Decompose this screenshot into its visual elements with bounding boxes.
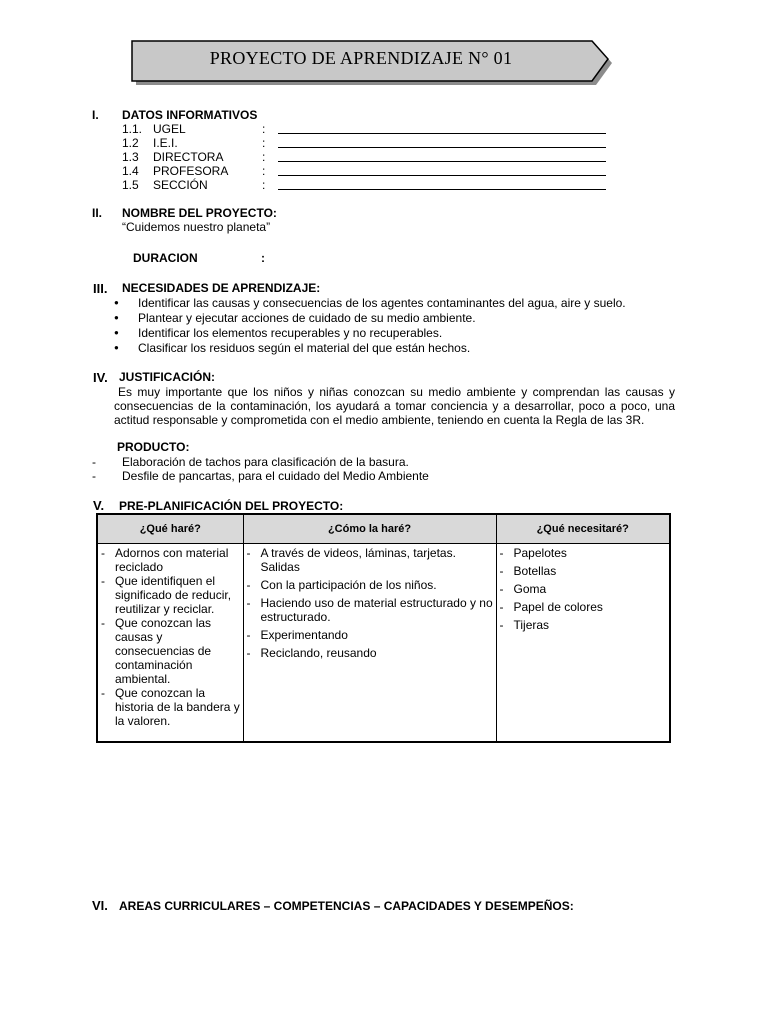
section-6-number: VI. <box>92 898 108 913</box>
list-item: ● Plantear y ejecutar acciones de cuidado de su medio ambiente. <box>114 311 626 326</box>
section-3-number: III. <box>93 281 108 296</box>
section-2-number: II. <box>92 206 103 220</box>
datos-row-label: I.E.I. <box>153 136 178 150</box>
list-item: - Reciclando, reusando <box>246 646 494 660</box>
necesidades-list <box>114 296 626 356</box>
list-item: - Que conozcan las causas y consecuencias de contaminación ambiental. <box>100 616 241 686</box>
producto-item-text: Desfile de pancartas, para el cuidado del Medio Ambiente <box>122 469 429 483</box>
blank-fill-line <box>278 175 606 176</box>
datos-row-label: SECCIÓN <box>153 178 208 192</box>
datos-row-number: 1.4 <box>122 164 139 178</box>
table-header-que-hare: ¿Qué haré? <box>97 514 243 544</box>
datos-row-number: 1.5 <box>122 178 139 192</box>
planning-table <box>96 513 671 743</box>
section-6-title: AREAS CURRICULARES – COMPETENCIAS – CAPACIDADES Y DESEMPEÑOS: <box>119 899 574 913</box>
list-item: - Tijeras <box>499 618 668 632</box>
section-1-number: I. <box>92 108 99 122</box>
table-header-que-necesitare: ¿Qué necesitaré? <box>496 514 670 544</box>
list-item: - Botellas <box>499 564 668 578</box>
list-item: - Goma <box>499 582 668 596</box>
datos-row-colon: : <box>262 164 266 178</box>
list-item: - A través de videos, láminas, tarjetas. Salidas <box>246 546 494 574</box>
justificacion-text: Es muy importante que los niños y niñas conozcan su medio ambiente y comprendan las causas y consecuencias de la contaminación, los ayudará a tomar conciencia y a desarrollar, poco a poco, una actitud responsable y comprometida con el medio ambiente, teniendo en cuenta la Regla de las 3R. <box>114 385 675 427</box>
page-title: PROYECTO DE APRENDIZAJE N° 01 <box>209 48 513 68</box>
duracion-colon: : <box>261 251 265 265</box>
list-item: ● Clasificar los residuos según el material del que están hechos. <box>114 341 626 356</box>
datos-row-number: 1.1. <box>122 122 143 136</box>
list-item: ● Identificar los elementos recuperables y no recuperables. <box>114 326 626 341</box>
blank-fill-line <box>278 161 606 162</box>
datos-row-label: UGEL <box>153 122 186 136</box>
datos-row-label: DIRECTORA <box>153 150 224 164</box>
datos-row-colon: : <box>262 150 266 164</box>
datos-row-number: 1.2 <box>122 136 139 150</box>
dash: - <box>92 455 96 469</box>
list-item: ● Identificar las causas y consecuencias de los agentes contaminantes del agua, aire y suelo. <box>114 296 626 311</box>
table-cell-que-hare <box>97 544 243 742</box>
section-4-title: JUSTIFICACIÓN: <box>119 370 215 384</box>
table-cell-como-la-hare <box>243 544 496 742</box>
datos-row-colon: : <box>262 178 266 192</box>
blank-fill-line <box>278 147 606 148</box>
table-cell-que-necesitare <box>496 544 670 742</box>
list-item: - Papelotes <box>499 546 668 560</box>
list-item: - Que conozcan la historia de la bandera y la valoren. <box>100 686 241 728</box>
datos-row-number: 1.3 <box>122 150 139 164</box>
section-5-title: PRE-PLANIFICACIÓN DEL PROYECTO: <box>119 499 344 513</box>
section-5-number: V. <box>93 498 105 513</box>
section-1-title: DATOS INFORMATIVOS <box>122 108 258 122</box>
list-item: - Con la participación de los niños. <box>246 578 494 592</box>
producto-title: PRODUCTO: <box>117 440 190 454</box>
dash: - <box>92 469 96 483</box>
list-item: - Que identifiquen el significado de reducir, reutilizar y reciclar. <box>100 574 241 616</box>
table-header-como-la-hare: ¿Cómo la haré? <box>243 514 496 544</box>
project-name: “Cuidemos nuestro planeta” <box>122 220 271 234</box>
section-4-number: IV. <box>93 370 108 385</box>
list-item: - Adornos con material reciclado <box>100 546 241 574</box>
datos-row-label: PROFESORA <box>153 164 229 178</box>
list-item: - Haciendo uso de material estructurado y no estructurado. <box>246 596 494 624</box>
section-3-title: NECESIDADES DE APRENDIZAJE: <box>122 281 321 295</box>
datos-row-colon: : <box>262 122 266 136</box>
section-2-title: NOMBRE DEL PROYECTO: <box>122 206 277 220</box>
list-item: - Papel de colores <box>499 600 668 614</box>
blank-fill-line <box>278 189 606 190</box>
producto-item-text: Elaboración de tachos para clasificación de la basura. <box>122 455 409 469</box>
list-item: - Experimentando <box>246 628 494 642</box>
blank-fill-line <box>278 133 606 134</box>
datos-row-colon: : <box>262 136 266 150</box>
duracion-label: DURACION <box>133 251 198 265</box>
